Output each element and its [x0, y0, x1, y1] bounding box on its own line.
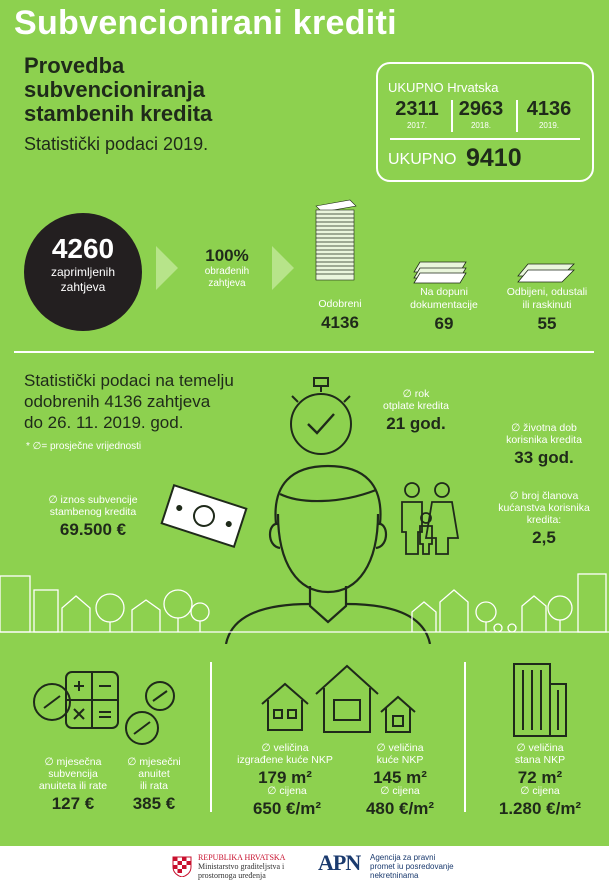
column-divider — [464, 662, 466, 812]
paper-stack-small-icon — [412, 258, 468, 286]
chevron-right-icon — [156, 246, 178, 290]
ministry-logo-text: REPUBLIKA HRVATSKA Ministarstvo graditeljstva i prostornoga uređenja — [198, 853, 286, 880]
apn-logo: APN — [318, 850, 361, 875]
monthly-subsidy: ∅ mjesečna subvencija anuiteta ili rate 127 € — [38, 756, 108, 813]
year-total-2019: 4136 2019. — [526, 98, 572, 130]
rejected-requests: Odbijeni, odustali ili raskinuti 55 — [506, 286, 588, 333]
page-title: Subvencionirani krediti — [14, 4, 397, 42]
agency-logo-text: Agencija za pravni promet iu posredovanje nekretninama — [370, 853, 454, 880]
paper-stack-small-icon — [516, 262, 576, 286]
section-divider — [14, 351, 594, 353]
built-house-price: ∅ cijena 650 €/m² — [252, 785, 322, 818]
coin-icon — [122, 708, 162, 748]
house-icon — [312, 660, 382, 736]
average-age: ∅ životna dob korisnika kredita 33 god. — [506, 422, 582, 467]
chevron-right-icon — [272, 246, 294, 290]
grand-total-value: 9410 — [466, 144, 522, 172]
croatian-coat-of-arms-icon — [172, 853, 192, 877]
column-divider — [210, 662, 212, 812]
stats-section-title: Statistički podaci na temelju odobrenih 4136 zahtjeva do 26. 11. 2019. god. — [24, 371, 234, 432]
year-total-2017: 2311 2017. — [395, 98, 439, 130]
town-skyline-illustration — [0, 568, 609, 640]
household-members: ∅ broj članova kućanstva korisnika kredita: 2,5 — [498, 490, 590, 547]
average-note: * ∅= prosječne vrijednosti — [26, 441, 142, 452]
grand-total-label: UKUPNO — [388, 151, 457, 168]
repayment-period: ∅ rok otplate kredita 21 god. — [383, 388, 449, 433]
paper-stack-large-icon — [312, 196, 358, 286]
house-size: ∅ veličina kuće NKP 145 m² — [373, 742, 427, 787]
apartment-building-icon — [508, 660, 572, 738]
divider — [390, 138, 580, 140]
house-icon — [378, 692, 418, 736]
stopwatch-icon — [284, 376, 358, 458]
house-icon — [258, 678, 312, 734]
coin-icon — [30, 680, 74, 724]
subsidy-amount: ∅ iznos subvencije stambenog kredita 69.500 € — [48, 494, 138, 539]
built-house-size: ∅ veličina izgrađene kuće NKP 179 m² — [237, 742, 333, 787]
house-price: ∅ cijena 480 €/m² — [365, 785, 435, 818]
received-requests-circle: 4260 zaprimljenih zahtjeva — [24, 213, 142, 331]
totals-heading: UKUPNO Hrvatska — [388, 80, 499, 95]
flat-price: ∅ cijena 1.280 €/m² — [498, 785, 582, 818]
pending-requests: Na dopuni dokumentacije 69 — [410, 286, 478, 333]
year-total-2018: 2963 2018. — [458, 98, 504, 130]
page-subtitle: Provedba subvencioniranja stambenih kredita — [24, 53, 213, 126]
flat-size: ∅ veličina stana NKP 72 m² — [514, 742, 566, 787]
period-label: Statistički podaci 2019. — [24, 134, 209, 154]
approved-requests: Odobreni 4136 — [318, 298, 362, 332]
footer — [0, 846, 609, 885]
monthly-annuity: ∅ mjesečni anuitet ili rata 385 € — [127, 756, 181, 813]
processed-requests: 100% obrađenih zahtjeva — [204, 246, 250, 289]
